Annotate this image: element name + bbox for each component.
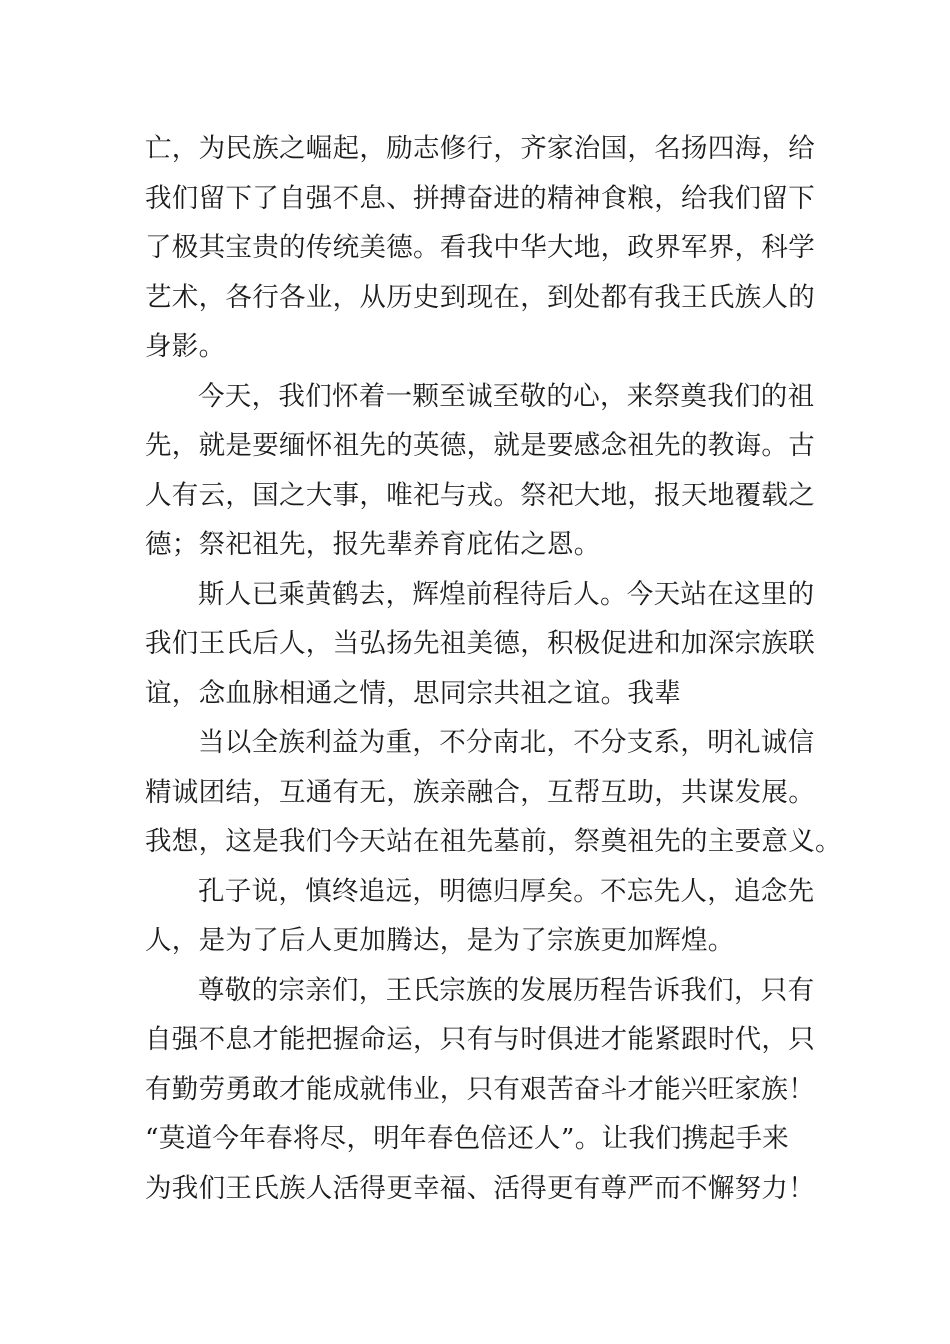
text-line: 尊敬的宗亲们，王氏宗族的发展历程告诉我们，只有: [198, 974, 815, 1006]
text-line: 孔子说，慎终追远，明德归厚矣。不忘先人，追念先: [198, 875, 815, 907]
paragraph-4: [145, 718, 842, 867]
text-line: 人，是为了后人更加腾达，是为了宗族更加辉煌。: [145, 925, 735, 956]
text-line: 有勤劳勇敢才能成就伟业，只有艰苦奋斗才能兴旺家族！: [145, 1073, 815, 1105]
text-line: 艺术，各行各业，从历史到现在，到处都有我王氏族人的: [145, 281, 815, 313]
paragraph-6: [145, 966, 815, 1214]
text-line: 人有云，国之大事，唯祀与戎。祭祀大地，报天地覆载之: [145, 479, 815, 511]
text-line: 今天，我们怀着一颗至诚至敬的心，来祭奠我们的祖: [198, 380, 815, 412]
text-line: 我想，这是我们今天站在祖先墓前，祭奠祖先的主要意义。: [145, 826, 842, 857]
text-line: 身影。: [145, 331, 226, 362]
text-line: 我们王氏后人，当弘扬先祖美德，积极促进和加深宗族联: [145, 628, 815, 659]
text-line: 我们留下了自强不息、拼搏奋进的精神食粮，给我们留下: [145, 182, 815, 214]
text-line: 为我们王氏族人活得更幸福、活得更有尊严而不懈努力！: [145, 1172, 815, 1204]
paragraph-3: [145, 570, 815, 719]
text-line: 了极其宝贵的传统美德。看我中华大地，政界军界，科学: [145, 232, 815, 263]
text-line: 自强不息才能把握命运，只有与时俱进才能紧跟时代，只: [145, 1024, 815, 1055]
text-line: 谊，念血脉相通之情，思同宗共祖之谊。我辈: [145, 677, 681, 709]
text-line: 精诚团结，互通有无，族亲融合，互帮互助，共谋发展。: [145, 776, 815, 808]
paragraph-2: [145, 372, 815, 570]
text-line: 先，就是要缅怀祖先的英德，就是要感念祖先的教诲。古: [145, 430, 815, 461]
text-line: 德；祭祀祖先，报先辈养育庇佑之恩。: [145, 529, 601, 560]
text-line: 亡，为民族之崛起，励志修行，齐家治国，名扬四海，给: [145, 133, 815, 164]
text-line: 斯人已乘黄鹤去，辉煌前程待后人。今天站在这里的: [198, 578, 815, 610]
document-body: [145, 124, 842, 1213]
paragraph-5: [145, 867, 815, 966]
paragraph-1: [145, 124, 815, 372]
text-line: 当以全族利益为重，不分南北，不分支系，明礼诚信: [198, 727, 815, 758]
text-line: “莫道今年春将尽，明年春色倍还人”。让我们携起手来: [145, 1123, 790, 1154]
